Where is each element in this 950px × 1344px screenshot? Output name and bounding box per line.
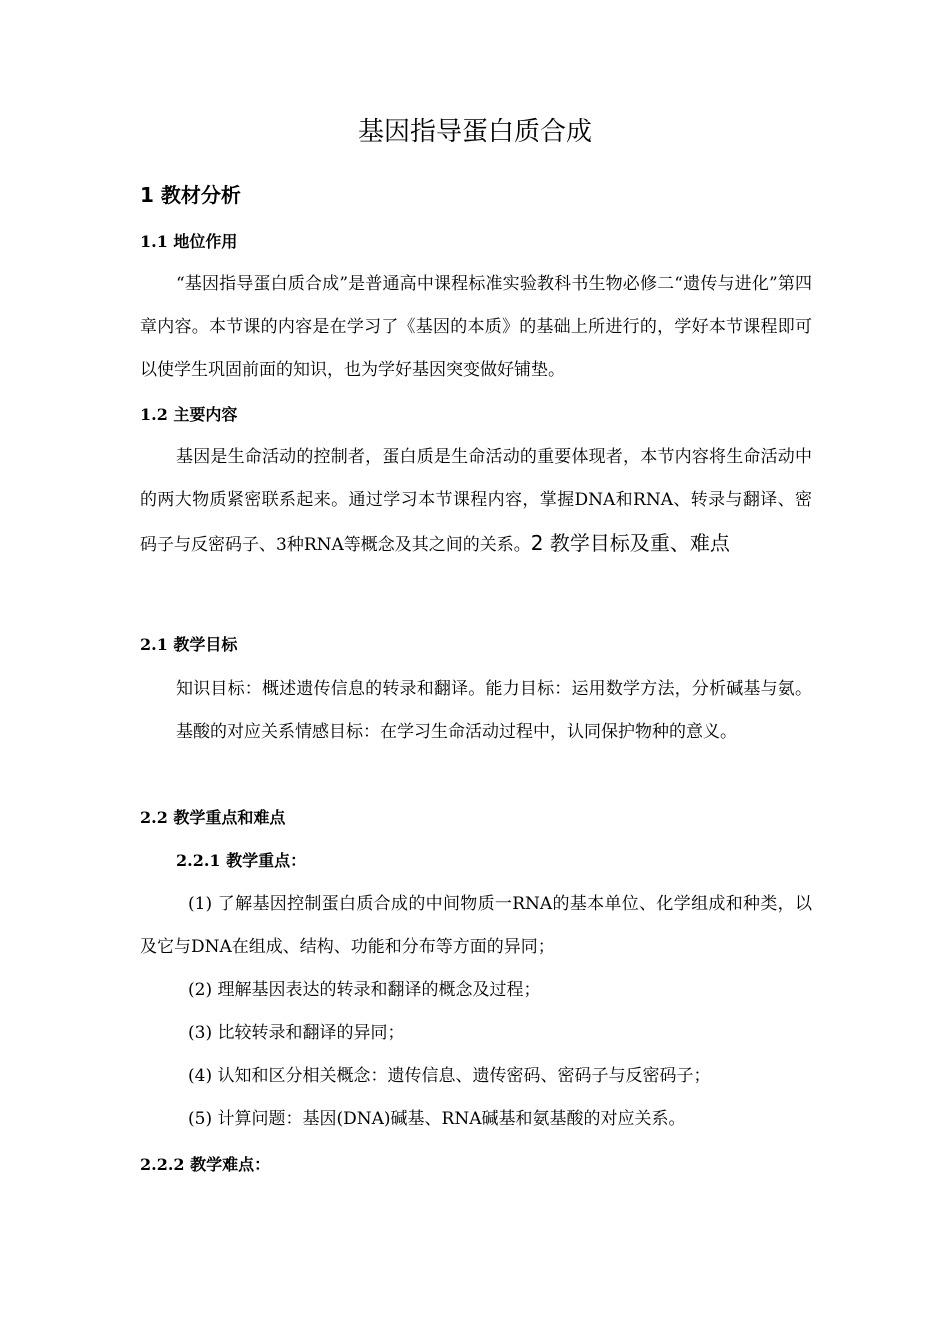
section-2-2-heading: 2.2 教学重点和难点: [140, 808, 286, 827]
key-point-item: (3) 比较转录和翻译的异同；: [188, 1023, 405, 1043]
section-2-heading: 2 教学目标及重、难点: [530, 531, 730, 555]
section-1-1-heading: 1.1 地位作用: [140, 232, 238, 251]
section-1-1-body: “基因指导蛋白质合成”是普通高中课程标准实验教科书生物必修二“遗传与进化”第四章内容。本节课的内容是在学习了《基因的本质》的基础上所进行的，学好本节课程即可以使学生巩固前面的知识，也为学好基因突变做好铺垫。: [140, 274, 812, 380]
section-1-heading: 1 教材分析: [140, 183, 241, 207]
section-2-1-heading: 2.1 教学目标: [140, 635, 238, 654]
key-point-item: (5) 计算问题：基因(DNA)碱基、RNA碱基和氨基酸的对应关系。: [188, 1109, 686, 1129]
section-1-2-body: [140, 436, 812, 567]
key-point-item: (4) 认知和区分相关概念：遗传信息、遗传密码、密码子与反密码子；: [188, 1066, 711, 1086]
section-1-2-text: 基因是生命活动的控制者，蛋白质是生命活动的重要体现者，本节内容将生命活动中的两大物质紧密联系起来。通过学习本节课程内容，掌握DNA和RNA、转录与翻译、密码子与反密码子、3种RNA等概念及其之间的关系。: [140, 447, 812, 555]
section-2-1-body: 知识目标：概述遗传信息的转录和翻译。能力目标：运用数学方法，分析碱基与氨。基酸的对应关系情感目标：在学习生命活动过程中，认同保护物种的意义。: [176, 679, 812, 742]
section-2-2-2-heading: 2.2.2 教学难点：: [140, 1155, 271, 1174]
key-point-item: (2) 理解基因表达的转录和翻译的概念及过程；: [188, 980, 541, 1000]
section-1-2-heading: 1.2 主要内容: [140, 405, 238, 424]
key-point-item: (1) 了解基因控制蛋白质合成的中间物质一RNA的基本单位、化学组成和种类，以及它与DNA在组成、结构、功能和分布等方面的异同；: [140, 894, 812, 957]
document-title: 基因指导蛋白质合成: [357, 117, 592, 147]
section-2-2-1-heading: 2.2.1 教学重点：: [176, 851, 307, 870]
